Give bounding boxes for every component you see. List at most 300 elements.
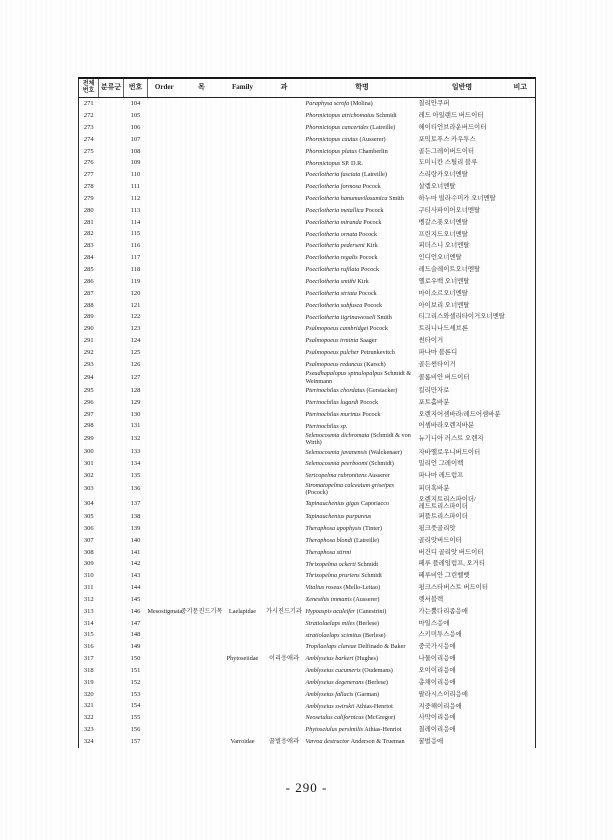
cell-order <box>148 724 181 736</box>
cell-scientific-name: Poecilotheria metallica Pocock <box>305 206 384 214</box>
cell-family <box>223 228 263 240</box>
cell-order <box>148 653 181 665</box>
cell-order-kr <box>181 110 223 122</box>
cell-order <box>148 570 181 582</box>
cell-group <box>99 606 124 618</box>
cell-scientific-name: Theraphosa stirmi <box>305 548 352 556</box>
cell-scientific-name: Poecilotheria hanumavilasumica Smith <box>305 195 404 203</box>
cell-total-no: 320 <box>83 690 94 698</box>
cell-no: 126 <box>130 360 141 368</box>
cell-scientific-name: Pseudhapalopus spinulopalpus Schmidt & Weinmann <box>305 370 412 385</box>
cell-group <box>99 496 124 511</box>
cell-order-kr <box>181 641 223 653</box>
cell-family <box>223 446 263 458</box>
cell-order <box>148 359 181 371</box>
column-header-scientific-name: 학명 <box>306 78 419 98</box>
cell-note <box>506 688 536 700</box>
cell-order <box>148 323 181 335</box>
cell-family <box>223 582 263 594</box>
cell-common-name: 피더훅바분 <box>418 485 450 493</box>
cell-total-no: 311 <box>83 584 94 592</box>
cell-no: 134 <box>130 460 141 468</box>
column-header-family: Family <box>223 78 263 98</box>
cell-scientific-name: Psalmopoeus reduncus (Karsch) <box>305 360 386 368</box>
cell-no: 104 <box>130 100 141 108</box>
table-row <box>79 534 536 546</box>
cell-total-no: 271 <box>83 100 94 108</box>
cell-note <box>506 264 536 276</box>
cell-total-no: 287 <box>83 289 94 297</box>
cell-total-no: 302 <box>83 472 94 480</box>
cell-scientific-name: Amblyseius swirskii Athias-Henriot <box>305 702 393 710</box>
cell-note <box>506 276 536 288</box>
cell-common-name: 골리앗버드이터 <box>418 536 462 544</box>
cell-family-kr <box>263 724 306 736</box>
cell-family-kr <box>263 482 306 496</box>
cell-common-name: 총채이리응애 <box>418 678 456 686</box>
table-row <box>79 122 536 134</box>
cell-scientific-name: Thrixopelma pruriens Schmidt <box>305 572 382 580</box>
cell-family <box>223 134 263 146</box>
cell-common-name: 파나마 레드럼프 <box>418 472 464 480</box>
cell-order-kr <box>181 665 223 677</box>
cell-group <box>99 145 124 157</box>
cell-scientific-name: Selenocosmia javanensis (Walckenaer) <box>305 448 402 456</box>
cell-note <box>506 641 536 653</box>
cell-note <box>506 299 536 311</box>
cell-group <box>99 458 124 470</box>
cell-order-kr <box>181 688 223 700</box>
table-row <box>79 240 536 252</box>
cell-order-kr <box>181 736 223 748</box>
cell-scientific-name: Paraphysa scrofa (Molina) <box>305 100 373 108</box>
cell-family-kr <box>263 228 306 240</box>
cell-order-kr <box>181 420 223 432</box>
cell-group <box>99 335 124 347</box>
cell-group <box>99 408 124 420</box>
table-row <box>79 181 536 193</box>
table-row <box>79 594 536 606</box>
cell-note <box>506 446 536 458</box>
cell-order-kr <box>181 558 223 570</box>
cell-family-kr <box>263 397 306 409</box>
cell-common-name: 스리랑카오너멘탈 <box>418 171 468 179</box>
cell-group <box>99 641 124 653</box>
cell-order-kr <box>181 134 223 146</box>
cell-order <box>148 641 181 653</box>
cell-order <box>148 432 181 446</box>
table-row <box>79 712 536 724</box>
table-header <box>79 78 536 98</box>
cell-group <box>99 594 124 606</box>
cell-note <box>506 570 536 582</box>
cell-total-no: 310 <box>83 572 94 580</box>
cell-family-kr: 이리응애과 <box>269 655 299 663</box>
cell-common-name: 하누마 빌라수미카 오너멘탈 <box>418 194 496 202</box>
cell-family-kr <box>263 408 306 420</box>
cell-family <box>223 546 263 558</box>
cell-order-kr <box>181 98 223 110</box>
cell-order <box>148 458 181 470</box>
cell-family <box>223 629 263 641</box>
cell-total-no: 307 <box>83 536 94 544</box>
cell-no: 147 <box>130 619 141 627</box>
cell-total-no: 312 <box>83 595 94 603</box>
cell-common-name: 골든썬타이거 <box>418 360 456 368</box>
cell-no: 106 <box>130 123 141 131</box>
cell-common-name: 옐로우백 오너멘탈 <box>418 277 470 285</box>
cell-total-no: 298 <box>83 422 94 430</box>
cell-common-name: 나물이리응애 <box>418 655 456 663</box>
cell-order-kr <box>181 724 223 736</box>
table-row <box>79 582 536 594</box>
cell-order <box>148 216 181 228</box>
table-row <box>79 570 536 582</box>
cell-order <box>148 228 181 240</box>
cell-family-kr <box>263 446 306 458</box>
cell-family-kr <box>263 523 306 535</box>
cell-note <box>506 216 536 228</box>
cell-order <box>148 594 181 606</box>
cell-order-kr <box>181 446 223 458</box>
table-row <box>79 145 536 157</box>
table-row <box>79 134 536 146</box>
cell-note <box>506 134 536 146</box>
cell-common-name: 콜롬비안 버드이터 <box>418 373 470 381</box>
cell-scientific-name: Amblyseius cucumeris (Oudemans) <box>305 667 393 675</box>
table-row <box>79 359 536 371</box>
cell-no: 132 <box>130 435 141 443</box>
cell-no: 112 <box>130 194 141 202</box>
cell-total-no: 278 <box>83 183 94 191</box>
cell-note <box>506 653 536 665</box>
cell-family <box>223 216 263 228</box>
cell-scientific-name: Phormictopus cautus (Ausserer) <box>305 135 386 143</box>
cell-order-kr <box>181 534 223 546</box>
cell-order-kr <box>181 629 223 641</box>
cell-note <box>506 700 536 712</box>
table-row <box>79 299 536 311</box>
cell-order-kr <box>181 276 223 288</box>
cell-group <box>99 288 124 300</box>
cell-family-kr <box>263 629 306 641</box>
cell-no: 142 <box>130 560 141 568</box>
cell-family-kr <box>263 193 306 205</box>
cell-common-name: 스키미투스응애 <box>418 631 462 639</box>
cell-order <box>148 311 181 323</box>
cell-no: 138 <box>130 512 141 520</box>
cell-group <box>99 523 124 535</box>
cell-no: 111 <box>130 183 141 191</box>
column-header-note: 비고 <box>506 78 536 98</box>
cell-group <box>99 122 124 134</box>
cell-family <box>223 370 263 384</box>
cell-note <box>506 665 536 677</box>
cell-note <box>506 181 536 193</box>
cell-common-name: 지중해이리응애 <box>418 702 462 710</box>
cell-common-name: 오렌지어셈바라/레드어셈바분 <box>418 410 501 418</box>
table-row <box>79 724 536 736</box>
cell-note <box>506 347 536 359</box>
cell-group <box>99 688 124 700</box>
cell-no: 146 <box>130 607 141 615</box>
cell-order <box>148 385 181 397</box>
cell-order <box>148 264 181 276</box>
cell-order <box>148 736 181 748</box>
cell-group <box>99 205 124 217</box>
cell-order <box>148 157 181 169</box>
cell-order-kr <box>181 169 223 181</box>
cell-family-kr <box>263 110 306 122</box>
cell-scientific-name: Pterinochilus lugardi Pocock <box>305 398 379 406</box>
cell-family-kr <box>263 432 306 446</box>
cell-scientific-name: Hypoaspis aculeifer (Canestrini) <box>305 607 387 615</box>
cell-total-no: 274 <box>83 135 94 143</box>
cell-scientific-name: Poecilotheria rufilata Pocock <box>305 266 380 274</box>
cell-scientific-name: Amblyseius fallacis (Garman) <box>305 690 380 698</box>
cell-group <box>99 370 124 384</box>
cell-order <box>148 617 181 629</box>
cell-total-no: 289 <box>83 313 94 321</box>
cell-order <box>148 665 181 677</box>
table-row <box>79 688 536 700</box>
cell-family-kr <box>263 594 306 606</box>
cell-group <box>99 240 124 252</box>
table-row <box>79 216 536 228</box>
cell-order <box>148 193 181 205</box>
cell-order <box>148 169 181 181</box>
cell-family-kr <box>263 700 306 712</box>
cell-scientific-name: Varroa destructor Anderson & Trueman <box>305 738 405 746</box>
cell-note <box>506 288 536 300</box>
cell-note <box>506 397 536 409</box>
cell-total-no: 280 <box>83 206 94 214</box>
cell-group <box>99 98 124 110</box>
cell-scientific-name: Vitalius roseus (Mello-Leitao) <box>305 584 381 592</box>
cell-common-name: 골든그레이버드이터 <box>418 147 475 155</box>
cell-order-kr <box>181 570 223 582</box>
cell-family-kr <box>263 688 306 700</box>
cell-no: 153 <box>130 690 141 698</box>
cell-family <box>223 534 263 546</box>
cell-group <box>99 420 124 432</box>
cell-order-kr <box>181 408 223 420</box>
cell-note <box>506 558 536 570</box>
column-header-order-kr: 목 <box>181 78 223 98</box>
cell-order <box>148 408 181 420</box>
cell-family-kr <box>263 335 306 347</box>
cell-total-no: 301 <box>83 460 94 468</box>
cell-scientific-name: Phormictopus platus Chamberlin <box>305 147 388 155</box>
cell-note <box>506 240 536 252</box>
cell-scientific-name: Sericopelma rubronitens Ausserer <box>305 472 390 480</box>
cell-order <box>148 98 181 110</box>
cell-order <box>148 482 181 496</box>
cell-group <box>99 397 124 409</box>
cell-group <box>99 653 124 665</box>
cell-total-no: 314 <box>83 619 94 627</box>
cell-family-kr <box>263 570 306 582</box>
table-row <box>79 470 536 482</box>
cell-common-name: 인디언오너멘탈 <box>418 254 462 262</box>
cell-common-name: 프린지드오너멘탈 <box>418 230 468 238</box>
cell-family <box>223 276 263 288</box>
cell-scientific-name: Selenocosmia peerboomi (Schmidt) <box>305 460 394 468</box>
cell-no: 149 <box>130 643 141 651</box>
cell-order <box>148 181 181 193</box>
cell-common-name: 킬리만자로 <box>418 386 450 394</box>
cell-order-kr <box>181 397 223 409</box>
cell-order-kr <box>181 335 223 347</box>
cell-total-no: 279 <box>83 194 94 202</box>
cell-order <box>148 205 181 217</box>
cell-total-no: 299 <box>83 435 94 443</box>
cell-order <box>148 582 181 594</box>
cell-common-name: 살렘오너멘탈 <box>418 183 456 191</box>
cell-order <box>148 534 181 546</box>
cell-note <box>506 370 536 384</box>
cell-order <box>148 511 181 523</box>
cell-group <box>99 169 124 181</box>
table-row <box>79 370 536 384</box>
cell-no: 128 <box>130 386 141 394</box>
table-row <box>79 677 536 689</box>
cell-no: 113 <box>130 206 141 214</box>
cell-family <box>223 205 263 217</box>
cell-group <box>99 629 124 641</box>
cell-group <box>99 359 124 371</box>
cell-scientific-name: Poecilotheria smithi Kirk <box>305 278 369 286</box>
cell-family-kr <box>263 558 306 570</box>
table-row <box>79 264 536 276</box>
cell-family <box>223 252 263 264</box>
cell-family <box>223 110 263 122</box>
cell-order <box>148 134 181 146</box>
cell-note <box>506 98 536 110</box>
cell-order <box>148 700 181 712</box>
cell-total-no: 291 <box>83 337 94 345</box>
cell-order-kr <box>181 482 223 496</box>
cell-note <box>506 323 536 335</box>
cell-order <box>148 110 181 122</box>
cell-common-name: 페루 플레임럼프, 오거티 <box>418 560 486 568</box>
cell-no: 118 <box>130 266 141 273</box>
cell-order-kr <box>181 205 223 217</box>
cell-group <box>99 700 124 712</box>
table-row <box>79 347 536 359</box>
cell-no: 127 <box>130 373 141 381</box>
cell-order <box>148 397 181 409</box>
cell-order: Mesostigmata <box>147 607 183 615</box>
table-row <box>79 432 536 446</box>
cell-family-kr <box>263 546 306 558</box>
cell-no: 131 <box>130 422 141 430</box>
cell-family-kr: 가시진드기과 <box>266 607 302 615</box>
cell-order-kr <box>181 546 223 558</box>
cell-common-name: 팔라시스이리응애 <box>418 690 468 698</box>
cell-common-name: 오이이리응애 <box>418 666 456 674</box>
cell-family <box>223 323 263 335</box>
table-row <box>79 606 536 618</box>
cell-family-kr <box>263 240 306 252</box>
cell-scientific-name: Poecilotheria miranda Pocock <box>305 218 382 226</box>
cell-family <box>223 240 263 252</box>
cell-note <box>506 122 536 134</box>
cell-scientific-name: Poecilotheria striata Pocock <box>305 289 377 297</box>
cell-note <box>506 432 536 446</box>
cell-family <box>223 98 263 110</box>
cell-order-kr <box>181 653 223 665</box>
cell-scientific-name: Stromatopelma calceatum griseipes (Pocock) <box>305 481 394 496</box>
cell-group <box>99 582 124 594</box>
table-row <box>79 458 536 470</box>
cell-note <box>506 145 536 157</box>
cell-family-kr <box>263 122 306 134</box>
cell-order-kr <box>181 712 223 724</box>
cell-note <box>506 582 536 594</box>
cell-note <box>506 482 536 496</box>
table-row <box>79 252 536 264</box>
cell-scientific-name: Tapinauchenius purpureus <box>305 513 372 521</box>
cell-family <box>223 181 263 193</box>
table-row <box>79 700 536 712</box>
cell-family-kr <box>263 359 306 371</box>
cell-total-no: 305 <box>83 512 94 520</box>
cell-scientific-name: Phormictopus cancerides (Latreille) <box>305 124 396 132</box>
cell-scientific-name: Xenesthis immanis (Ausserer) <box>305 596 380 604</box>
cell-no: 140 <box>130 536 141 544</box>
cell-family-kr <box>263 370 306 384</box>
cell-group <box>99 157 124 169</box>
cell-group <box>99 724 124 736</box>
cell-scientific-name: Amblyseius barkeri (Hughes) <box>305 655 379 663</box>
cell-note <box>506 359 536 371</box>
cell-order-kr <box>181 677 223 689</box>
cell-total-no: 324 <box>83 738 94 745</box>
cell-common-name: 칠리안쿠퍼 <box>418 100 450 108</box>
cell-no: 120 <box>130 289 141 297</box>
cell-note <box>506 420 536 432</box>
cell-family <box>223 299 263 311</box>
cell-total-no: 323 <box>83 726 94 734</box>
cell-family <box>223 335 263 347</box>
cell-order <box>148 288 181 300</box>
cell-note <box>506 157 536 169</box>
cell-order-kr <box>181 700 223 712</box>
cell-total-no: 276 <box>83 159 94 167</box>
cell-family-kr <box>263 288 306 300</box>
cell-no: 108 <box>130 147 141 155</box>
cell-total-no: 322 <box>83 714 94 722</box>
cell-scientific-name: Tapinauchenius gigas Caporiacco <box>305 499 390 507</box>
cell-common-name: 칠레이리응애 <box>418 726 456 734</box>
cell-note <box>506 629 536 641</box>
cell-no: 123 <box>130 325 141 333</box>
table-row <box>79 617 536 629</box>
cell-family: Phytoseiidae <box>226 655 259 663</box>
cell-order-kr <box>181 228 223 240</box>
cell-order-kr <box>181 252 223 264</box>
cell-total-no: 306 <box>83 524 94 532</box>
cell-common-name: 밀리언 그레이백 <box>418 460 464 468</box>
cell-order <box>148 470 181 482</box>
column-header-order: Order <box>148 78 181 98</box>
cell-note <box>506 470 536 482</box>
table-row <box>79 311 536 323</box>
cell-no: 114 <box>130 218 141 226</box>
cell-order <box>148 240 181 252</box>
cell-family-kr <box>263 264 306 276</box>
